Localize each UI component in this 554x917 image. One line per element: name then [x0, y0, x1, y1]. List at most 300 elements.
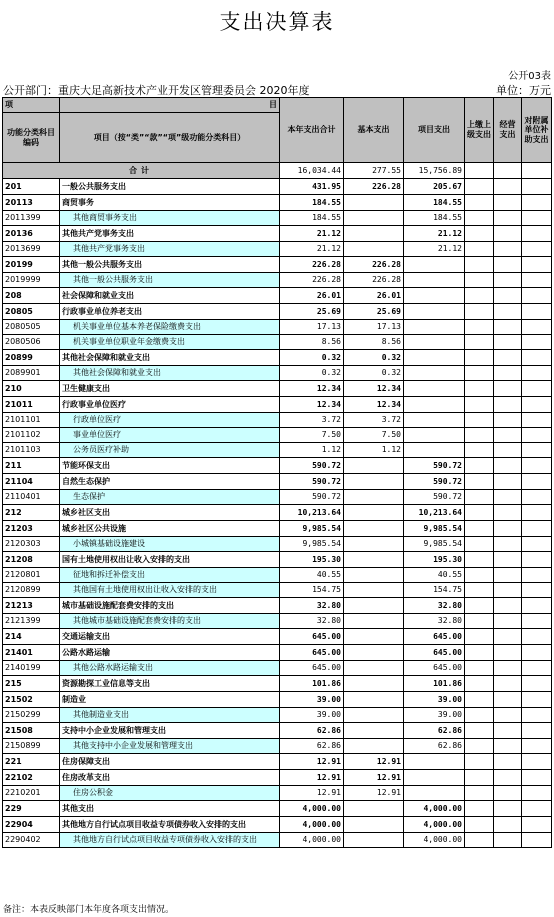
row-total: 645.00 [280, 629, 344, 645]
row-name: 其他制造业支出 [60, 708, 280, 723]
row-project: 39.00 [404, 692, 465, 708]
row-project [404, 397, 465, 413]
row-name: 其他共产党事务支出 [60, 226, 280, 242]
row-project: 62.86 [404, 723, 465, 739]
row-project: 9,985.54 [404, 521, 465, 537]
row-basic [344, 661, 404, 676]
row-subsidy [522, 598, 552, 614]
row-basic: 0.32 [344, 366, 404, 381]
table-row [3, 754, 552, 770]
row-subsidy [522, 723, 552, 739]
row-business [494, 676, 522, 692]
table-row [3, 195, 552, 211]
header-row-top [3, 98, 552, 113]
total-upper [465, 163, 494, 179]
row-name: 机关事业单位基本养老保险缴费支出 [60, 320, 280, 335]
row-basic: 12.34 [344, 381, 404, 397]
row-code: 2019999 [3, 273, 60, 288]
row-business [494, 521, 522, 537]
row-code: 2290402 [3, 833, 60, 848]
row-project: 32.80 [404, 614, 465, 629]
row-subsidy [522, 335, 552, 350]
header-upper: 上缴上级支出 [465, 98, 494, 163]
row-name: 国有土地使用权出让收入安排的支出 [60, 552, 280, 568]
row-upper [465, 801, 494, 817]
row-upper [465, 552, 494, 568]
row-upper [465, 598, 494, 614]
row-business [494, 770, 522, 786]
total-project: 15,756.89 [404, 163, 465, 179]
row-upper [465, 583, 494, 598]
row-code: 21203 [3, 521, 60, 537]
row-business [494, 568, 522, 583]
row-basic [344, 645, 404, 661]
row-business [494, 833, 522, 848]
row-upper [465, 179, 494, 195]
table-row [3, 801, 552, 817]
row-subsidy [522, 366, 552, 381]
table-row [3, 537, 552, 552]
row-basic: 25.69 [344, 304, 404, 320]
row-basic: 12.91 [344, 754, 404, 770]
row-total: 12.34 [280, 381, 344, 397]
row-name: 机关事业单位职业年金缴费支出 [60, 335, 280, 350]
row-business [494, 366, 522, 381]
row-basic: 1.12 [344, 443, 404, 458]
row-business [494, 801, 522, 817]
row-name: 其他支持中小企业发展和管理支出 [60, 739, 280, 754]
row-basic: 226.28 [344, 179, 404, 195]
row-basic: 17.13 [344, 320, 404, 335]
row-subsidy [522, 786, 552, 801]
header-project: 项目支出 [404, 98, 465, 163]
table-row [3, 413, 552, 428]
row-code: 215 [3, 676, 60, 692]
row-project: 154.75 [404, 583, 465, 598]
row-business [494, 692, 522, 708]
row-project: 195.30 [404, 552, 465, 568]
row-name: 资源勘探工业信息等支出 [60, 676, 280, 692]
row-project: 10,213.64 [404, 505, 465, 521]
row-subsidy [522, 179, 552, 195]
row-project [404, 381, 465, 397]
row-subsidy [522, 537, 552, 552]
row-total: 184.55 [280, 195, 344, 211]
row-basic: 12.91 [344, 786, 404, 801]
table-row [3, 723, 552, 739]
row-project: 645.00 [404, 629, 465, 645]
fiscal-year: 2020年度 [259, 84, 310, 97]
header-business: 经营支出 [494, 98, 522, 163]
row-total: 9,985.54 [280, 537, 344, 552]
row-total: 25.69 [280, 304, 344, 320]
row-total: 12.91 [280, 786, 344, 801]
row-subsidy [522, 304, 552, 320]
row-project: 4,000.00 [404, 801, 465, 817]
row-subsidy [522, 381, 552, 397]
row-project: 590.72 [404, 458, 465, 474]
row-project: 184.55 [404, 211, 465, 226]
row-total: 62.86 [280, 739, 344, 754]
table-row [3, 381, 552, 397]
row-code: 21508 [3, 723, 60, 739]
row-upper [465, 786, 494, 801]
row-upper [465, 288, 494, 304]
row-basic [344, 521, 404, 537]
header-basic: 基本支出 [344, 98, 404, 163]
row-total: 62.86 [280, 723, 344, 739]
row-upper [465, 645, 494, 661]
row-name: 其他一般公共服务支出 [60, 273, 280, 288]
row-basic [344, 552, 404, 568]
row-basic [344, 583, 404, 598]
row-name: 卫生健康支出 [60, 381, 280, 397]
row-code: 2089901 [3, 366, 60, 381]
row-total: 1.12 [280, 443, 344, 458]
row-business [494, 474, 522, 490]
row-basic [344, 629, 404, 645]
row-name: 其他社会保障和就业支出 [60, 350, 280, 366]
row-upper [465, 335, 494, 350]
row-upper [465, 458, 494, 474]
row-basic: 3.72 [344, 413, 404, 428]
row-business [494, 598, 522, 614]
row-code: 20899 [3, 350, 60, 366]
row-subsidy [522, 770, 552, 786]
table-row [3, 614, 552, 629]
row-code: 2150899 [3, 739, 60, 754]
row-project: 590.72 [404, 474, 465, 490]
row-code: 21502 [3, 692, 60, 708]
row-project: 40.55 [404, 568, 465, 583]
row-name: 其他地方自行试点项目收益专项债券收入安排的支出 [60, 817, 280, 833]
row-basic [344, 723, 404, 739]
row-total: 8.56 [280, 335, 344, 350]
row-total: 101.86 [280, 676, 344, 692]
row-subsidy [522, 708, 552, 723]
row-business [494, 552, 522, 568]
row-basic [344, 739, 404, 754]
row-business [494, 195, 522, 211]
table-row [3, 692, 552, 708]
row-subsidy [522, 320, 552, 335]
row-basic [344, 614, 404, 629]
table-row [3, 304, 552, 320]
row-project: 9,985.54 [404, 537, 465, 552]
row-basic [344, 568, 404, 583]
row-name: 支持中小企业发展和管理支出 [60, 723, 280, 739]
row-project [404, 786, 465, 801]
row-business [494, 226, 522, 242]
row-name: 城乡社区公共设施 [60, 521, 280, 537]
header-subsidy: 对附属单位补助支出 [522, 98, 552, 163]
row-total: 12.91 [280, 770, 344, 786]
row-business [494, 350, 522, 366]
row-upper [465, 350, 494, 366]
row-code: 211 [3, 458, 60, 474]
row-basic [344, 195, 404, 211]
row-upper [465, 833, 494, 848]
row-subsidy [522, 583, 552, 598]
row-basic: 0.32 [344, 350, 404, 366]
table-row [3, 676, 552, 692]
row-business [494, 490, 522, 505]
row-name: 其他社会保障和就业支出 [60, 366, 280, 381]
row-subsidy [522, 226, 552, 242]
row-subsidy [522, 521, 552, 537]
row-basic: 12.34 [344, 397, 404, 413]
row-project [404, 366, 465, 381]
row-code: 201 [3, 179, 60, 195]
table-row [3, 428, 552, 443]
row-code: 2101103 [3, 443, 60, 458]
row-name: 其他支出 [60, 801, 280, 817]
total-row [3, 163, 552, 179]
row-subsidy [522, 443, 552, 458]
row-total: 645.00 [280, 645, 344, 661]
row-subsidy [522, 817, 552, 833]
row-subsidy [522, 350, 552, 366]
table-row [3, 708, 552, 723]
row-name: 一般公共服务支出 [60, 179, 280, 195]
row-upper [465, 708, 494, 723]
row-code: 2101101 [3, 413, 60, 428]
table-row [3, 320, 552, 335]
table-row [3, 739, 552, 754]
row-subsidy [522, 833, 552, 848]
table-row [3, 474, 552, 490]
row-name: 其他城市基础设施配套费安排的支出 [60, 614, 280, 629]
row-name: 其他商贸事务支出 [60, 211, 280, 226]
row-code: 2080505 [3, 320, 60, 335]
row-total: 4,000.00 [280, 817, 344, 833]
row-basic [344, 676, 404, 692]
row-business [494, 661, 522, 676]
row-code: 20805 [3, 304, 60, 320]
row-subsidy [522, 474, 552, 490]
table-row [3, 770, 552, 786]
row-subsidy [522, 490, 552, 505]
row-business [494, 817, 522, 833]
row-project: 4,000.00 [404, 833, 465, 848]
row-code: 21213 [3, 598, 60, 614]
department-label [3, 82, 310, 98]
row-basic [344, 537, 404, 552]
row-project: 645.00 [404, 661, 465, 676]
table-row [3, 629, 552, 645]
row-project: 590.72 [404, 490, 465, 505]
row-code: 21208 [3, 552, 60, 568]
row-code: 20113 [3, 195, 60, 211]
row-business [494, 257, 522, 273]
row-total: 590.72 [280, 458, 344, 474]
row-upper [465, 521, 494, 537]
row-basic: 26.01 [344, 288, 404, 304]
row-subsidy [522, 739, 552, 754]
row-project [404, 304, 465, 320]
row-subsidy [522, 458, 552, 474]
row-total: 184.55 [280, 211, 344, 226]
row-business [494, 335, 522, 350]
row-basic [344, 458, 404, 474]
row-upper [465, 692, 494, 708]
row-total: 39.00 [280, 692, 344, 708]
row-code: 2140199 [3, 661, 60, 676]
row-basic [344, 833, 404, 848]
total-basic: 277.55 [344, 163, 404, 179]
row-upper [465, 366, 494, 381]
row-project [404, 754, 465, 770]
row-business [494, 242, 522, 257]
row-project: 21.12 [404, 242, 465, 257]
row-subsidy [522, 661, 552, 676]
row-upper [465, 537, 494, 552]
row-business [494, 428, 522, 443]
row-project: 62.86 [404, 739, 465, 754]
row-subsidy [522, 692, 552, 708]
total-subsidy [522, 163, 552, 179]
table-row [3, 786, 552, 801]
row-project [404, 257, 465, 273]
row-name: 其他一般公共服务支出 [60, 257, 280, 273]
row-total: 590.72 [280, 474, 344, 490]
expenditure-table [2, 97, 552, 848]
table-row [3, 226, 552, 242]
row-name: 节能环保支出 [60, 458, 280, 474]
row-total: 4,000.00 [280, 801, 344, 817]
row-total: 645.00 [280, 661, 344, 676]
table-row [3, 661, 552, 676]
row-total: 9,985.54 [280, 521, 344, 537]
table-row [3, 645, 552, 661]
table-code-tag: 公开03表 [508, 71, 551, 82]
row-business [494, 288, 522, 304]
row-total: 7.50 [280, 428, 344, 443]
table-row [3, 397, 552, 413]
department-name: 公开部门：重庆大足高新技术产业开发区管理委员会 [3, 84, 256, 97]
row-upper [465, 413, 494, 428]
row-upper [465, 397, 494, 413]
row-basic: 7.50 [344, 428, 404, 443]
page-title: 支出决算表 [219, 10, 335, 34]
row-basic: 8.56 [344, 335, 404, 350]
row-code: 221 [3, 754, 60, 770]
row-business [494, 583, 522, 598]
row-business [494, 708, 522, 723]
row-name: 商贸事务 [60, 195, 280, 211]
row-basic [344, 598, 404, 614]
row-name: 制造业 [60, 692, 280, 708]
row-upper [465, 723, 494, 739]
row-code: 2101102 [3, 428, 60, 443]
table-row [3, 288, 552, 304]
total-label: 合计 [3, 163, 280, 179]
row-business [494, 304, 522, 320]
row-business [494, 629, 522, 645]
row-upper [465, 195, 494, 211]
row-subsidy [522, 211, 552, 226]
total-amount: 16,034.44 [280, 163, 344, 179]
row-upper [465, 505, 494, 521]
row-total: 10,213.64 [280, 505, 344, 521]
row-code: 2121399 [3, 614, 60, 629]
row-name: 事业单位医疗 [60, 428, 280, 443]
row-total: 21.12 [280, 242, 344, 257]
row-name: 公务员医疗补助 [60, 443, 280, 458]
row-project: 645.00 [404, 645, 465, 661]
row-name: 其他地方自行试点项目收益专项债券收入安排的支出 [60, 833, 280, 848]
row-basic [344, 505, 404, 521]
row-code: 21401 [3, 645, 60, 661]
table-row [3, 458, 552, 474]
row-code: 21104 [3, 474, 60, 490]
row-business [494, 614, 522, 629]
row-name: 住房公积金 [60, 786, 280, 801]
row-name: 征地和拆迁补偿支出 [60, 568, 280, 583]
row-business [494, 397, 522, 413]
row-code: 20136 [3, 226, 60, 242]
row-code: 2110401 [3, 490, 60, 505]
row-business [494, 320, 522, 335]
row-code: 2120899 [3, 583, 60, 598]
row-upper [465, 629, 494, 645]
row-code: 2210201 [3, 786, 60, 801]
row-subsidy [522, 645, 552, 661]
row-project: 4,000.00 [404, 817, 465, 833]
row-basic [344, 226, 404, 242]
row-upper [465, 242, 494, 257]
row-project [404, 428, 465, 443]
table-row [3, 521, 552, 537]
row-total: 0.32 [280, 366, 344, 381]
row-code: 214 [3, 629, 60, 645]
row-upper [465, 661, 494, 676]
row-subsidy [522, 568, 552, 583]
row-name: 社会保障和就业支出 [60, 288, 280, 304]
table-row [3, 490, 552, 505]
row-project [404, 350, 465, 366]
row-code: 229 [3, 801, 60, 817]
row-business [494, 505, 522, 521]
row-name: 自然生态保护 [60, 474, 280, 490]
row-subsidy [522, 288, 552, 304]
row-subsidy [522, 242, 552, 257]
row-project: 32.80 [404, 598, 465, 614]
table-row [3, 211, 552, 226]
row-code: 20199 [3, 257, 60, 273]
row-business [494, 413, 522, 428]
row-subsidy [522, 413, 552, 428]
table-row [3, 583, 552, 598]
row-project [404, 443, 465, 458]
row-name: 生态保护 [60, 490, 280, 505]
row-business [494, 786, 522, 801]
header-mu: 目 [60, 98, 280, 113]
row-name: 其他共产党事务支出 [60, 242, 280, 257]
row-code: 22102 [3, 770, 60, 786]
row-name: 行政事业单位养老支出 [60, 304, 280, 320]
row-upper [465, 428, 494, 443]
row-name: 行政单位医疗 [60, 413, 280, 428]
row-code: 2120801 [3, 568, 60, 583]
row-total: 226.28 [280, 257, 344, 273]
row-basic [344, 474, 404, 490]
header-code: 功能分类科目编码 [3, 113, 60, 163]
row-upper [465, 304, 494, 320]
row-upper [465, 770, 494, 786]
row-name: 城乡社区支出 [60, 505, 280, 521]
row-subsidy [522, 614, 552, 629]
